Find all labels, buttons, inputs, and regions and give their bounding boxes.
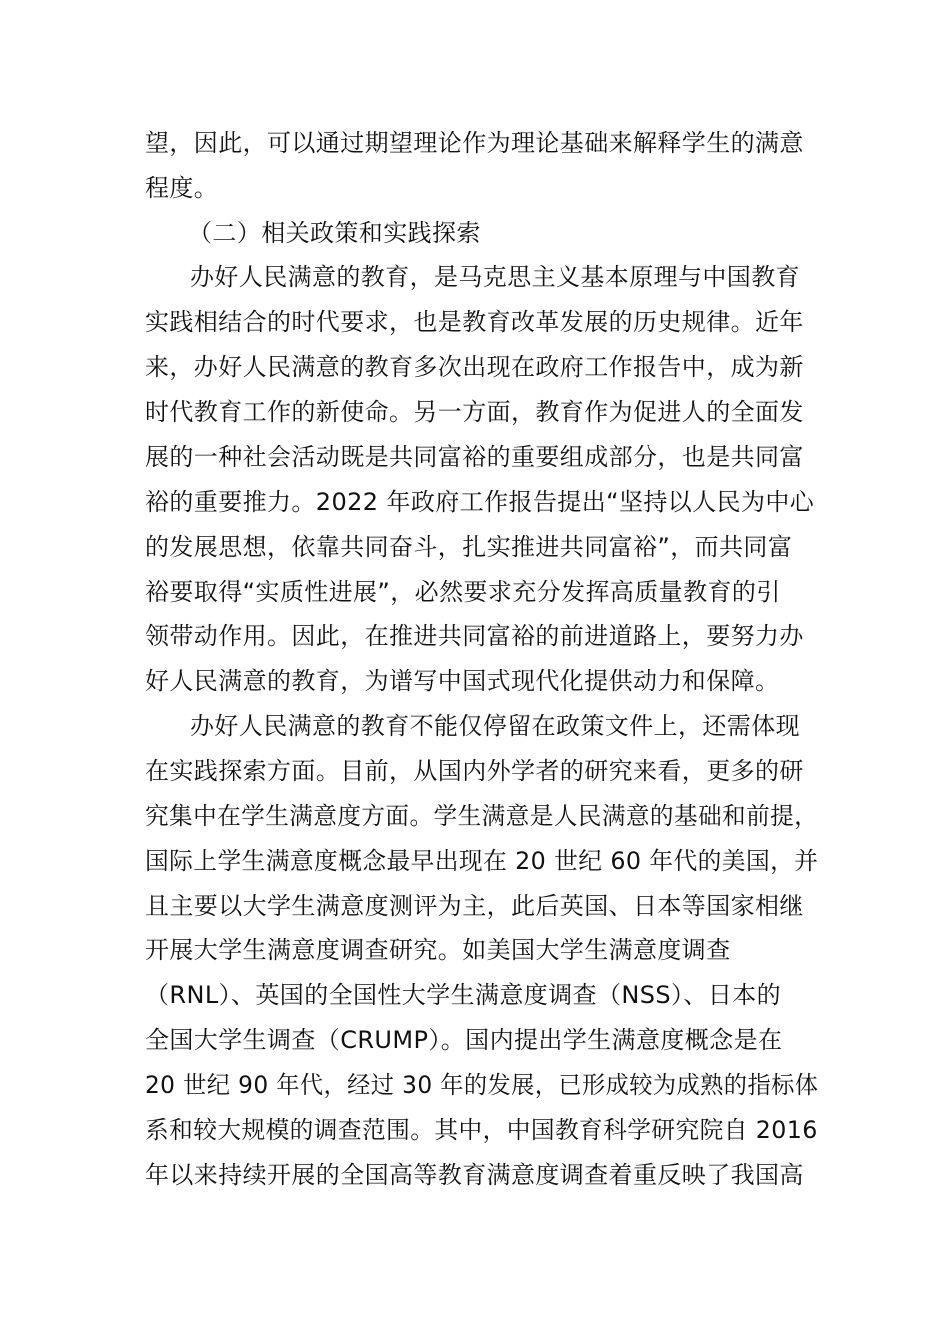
paragraph-line: 的发展思想，依靠共同奋斗，扎实推进共同富裕”，而共同富 — [145, 533, 793, 561]
section-heading: （二）相关政策和实践探索 — [188, 219, 481, 247]
paragraph-line: 好人民满意的教育，为谱写中国式现代化提供动力和保障。 — [145, 667, 780, 695]
paragraph-line: 开展大学生满意度调查研究。如美国大学生满意度调查 — [145, 936, 731, 964]
paragraph-line: 裕要取得“实质性进展”，必然要求充分发挥高质量教育的引 — [145, 578, 781, 606]
paragraph-line: 办好人民满意的教育不能仅停留在政策文件上，还需体现 — [190, 712, 800, 740]
paragraph-line: 且主要以大学生满意度测评为主，此后英国、日本等国家相继 — [145, 892, 804, 920]
paragraph-line: 全国大学生调查（CRUMP）。国内提出学生满意度概念是在 — [145, 1026, 783, 1054]
paragraph-line: 裕的重要推力。2022 年政府工作报告提出“坚持以人民为中心 — [145, 488, 815, 516]
text-line: 望，因此，可以通过期望理论作为理论基础来解释学生的满意 — [145, 129, 804, 157]
paragraph-line: （RNL）、英国的全国性大学生满意度调查（NSS）、日本的 — [145, 981, 782, 1009]
paragraph-line: 来，办好人民满意的教育多次出现在政府工作报告中，成为新 — [145, 353, 804, 381]
paragraph-line: 系和较大规模的调查范围。其中，中国教育科学研究院自 2016 — [145, 1116, 818, 1144]
paragraph-line: 究集中在学生满意度方面。学生满意是人民满意的基础和前提， — [145, 802, 819, 830]
paragraph-line: 办好人民满意的教育，是马克思主义基本原理与中国教育 — [190, 263, 800, 291]
paragraph-line: 20 世纪 90 年代，经过 30 年的发展，已形成较为成熟的指标体 — [145, 1071, 819, 1099]
paragraph-line: 国际上学生满意度概念最早出现在 20 世纪 60 年代的美国，并 — [145, 847, 819, 875]
paragraph-line: 展的一种社会活动既是共同富裕的重要组成部分，也是共同富 — [145, 443, 804, 471]
paragraph-line: 领带动作用。因此，在推进共同富裕的前进道路上，要努力办 — [145, 622, 804, 650]
paragraph-line: 时代教育工作的新使命。另一方面，教育作为促进人的全面发 — [145, 398, 804, 426]
paragraph-line: 实践相结合的时代要求，也是教育改革发展的历史规律。近年 — [145, 308, 804, 336]
paragraph-line: 年以来持续开展的全国高等教育满意度调查着重反映了我国高 — [145, 1161, 804, 1189]
text-line: 程度。 — [145, 174, 219, 202]
paragraph-line: 在实践探索方面。目前，从国内外学者的研究来看，更多的研 — [145, 757, 804, 785]
